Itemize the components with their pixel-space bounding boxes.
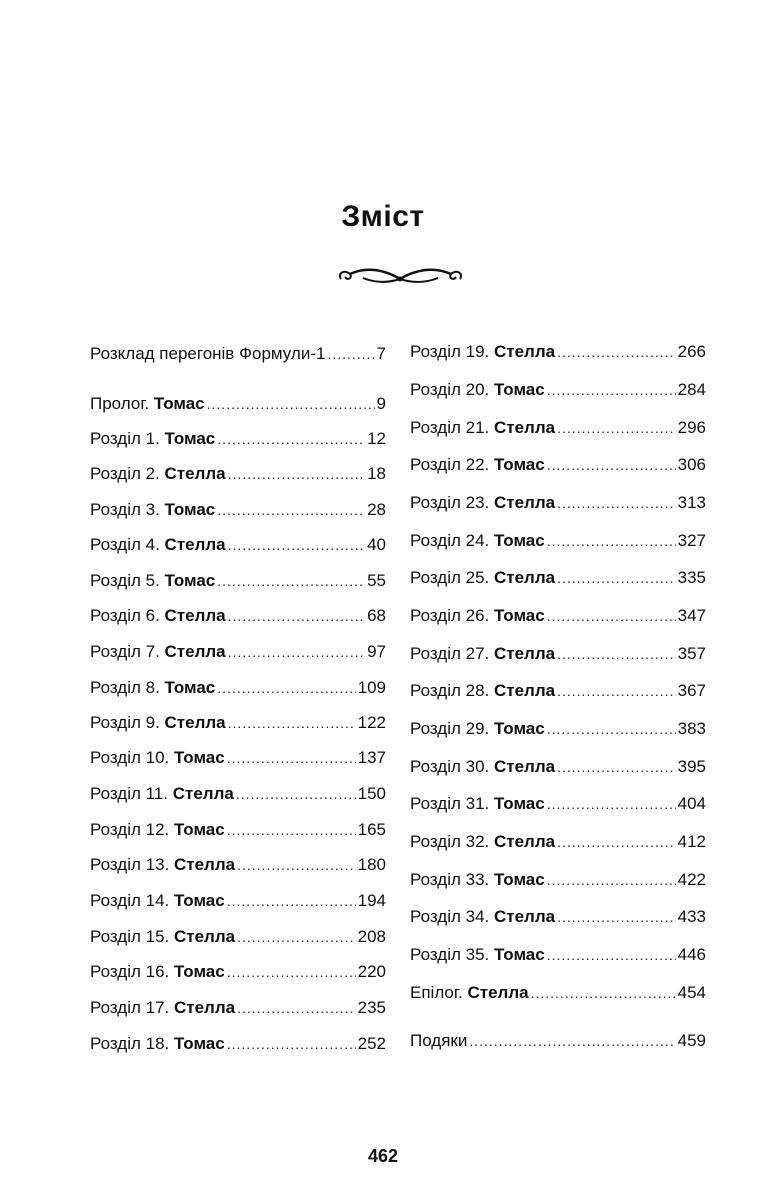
toc-entry-prefix: Розділ 5. xyxy=(90,571,165,590)
toc-entry-prefix: Епілог. xyxy=(410,983,468,1002)
toc-entry-label xyxy=(90,642,226,662)
toc-entry-page: 150 xyxy=(357,784,386,803)
toc-entry xyxy=(410,342,706,362)
toc-leader-dots xyxy=(207,394,375,414)
toc-leader-dots xyxy=(227,1034,356,1054)
toc-entry-name: Томас xyxy=(493,380,545,399)
toc-leader-dots xyxy=(547,870,676,890)
toc-entry-page: 383 xyxy=(677,719,706,738)
toc-entry-prefix: Розділ 21. xyxy=(410,418,494,437)
toc-entry-page: 122 xyxy=(357,713,386,732)
toc-entry xyxy=(410,757,706,777)
toc-entry xyxy=(90,642,386,662)
toc-entry-name: Томас xyxy=(493,945,545,964)
toc-entry-label xyxy=(90,962,225,982)
toc-entry-label xyxy=(90,855,235,875)
toc-entry-page: 459 xyxy=(677,1031,706,1050)
toc-entry-page: 395 xyxy=(677,757,706,776)
toc-entry-name: Стелла xyxy=(493,681,556,700)
toc-entry-prefix: Пролог. xyxy=(90,394,154,413)
toc-entry-name: Томас xyxy=(153,394,205,413)
toc-entry-name: Стелла xyxy=(493,418,556,437)
toc-leader-dots xyxy=(557,568,676,588)
toc-entry-page: 446 xyxy=(677,945,706,964)
toc-entry-page: 208 xyxy=(357,927,386,946)
toc-entry-prefix: Розділ 2. xyxy=(90,464,165,483)
toc-entry-prefix: Розділ 11. xyxy=(90,784,173,803)
toc-entry-label xyxy=(410,380,545,400)
toc-entry-page: 235 xyxy=(357,998,386,1017)
toc-leader-dots xyxy=(557,342,676,362)
toc-leader-dots xyxy=(557,757,676,777)
toc-leader-dots xyxy=(531,983,676,1003)
toc-entry xyxy=(410,983,706,1003)
toc-entry-prefix: Розділ 19. xyxy=(410,342,494,361)
toc-entry-prefix: Розділ 29. xyxy=(410,719,494,738)
toc-leader-dots xyxy=(547,794,676,814)
toc-entry-prefix: Розділ 30. xyxy=(410,757,494,776)
toc-entry-prefix: Розділ 34. xyxy=(410,907,494,926)
toc-entry-prefix: Розділ 4. xyxy=(90,535,165,554)
toc-entry-prefix: Розділ 18. xyxy=(90,1034,174,1053)
toc-entry-name: Стелла xyxy=(172,784,234,803)
page-number: 462 xyxy=(367,1146,399,1166)
toc-entry-page: 404 xyxy=(677,794,706,813)
toc-entry-name: Томас xyxy=(493,455,545,474)
toc-entry-page: 313 xyxy=(677,493,706,512)
toc-entry-label xyxy=(90,1034,225,1054)
toc-entry-prefix: Розділ 32. xyxy=(410,832,494,851)
toc-entry xyxy=(90,571,386,591)
toc-entry-page: 18 xyxy=(367,464,386,483)
toc-entry xyxy=(90,344,386,364)
toc-entry-name: Стелла xyxy=(493,493,556,512)
toc-entry xyxy=(90,927,386,947)
toc-leader-dots xyxy=(228,464,365,484)
toc-entry-prefix: Розділ 14. xyxy=(90,891,174,910)
toc-entry xyxy=(90,820,386,840)
toc-entry-name: Томас xyxy=(164,429,216,448)
toc-entry-page: 28 xyxy=(367,500,386,519)
toc-entry xyxy=(90,394,386,414)
toc-entry-label xyxy=(90,394,205,414)
toc-entry xyxy=(410,832,706,852)
toc-entry xyxy=(90,891,386,911)
toc-entry-page: 194 xyxy=(357,891,386,910)
toc-entry-name: Томас xyxy=(173,962,225,981)
toc-entry-page: 220 xyxy=(357,962,386,981)
toc-entry-label xyxy=(410,1031,467,1051)
toc-entry-label xyxy=(410,794,545,814)
toc-entry-label xyxy=(90,998,235,1018)
toc-entry xyxy=(90,678,386,698)
toc-entry-label xyxy=(410,606,545,626)
toc-entry-page: 97 xyxy=(367,642,386,661)
toc-entry-page: 68 xyxy=(367,606,386,625)
toc-entry xyxy=(410,380,706,400)
toc-entry xyxy=(410,1031,706,1051)
toc-entry-page: 335 xyxy=(677,568,706,587)
toc-entry-prefix: Розділ 8. xyxy=(90,678,165,697)
toc-entry-prefix: Розклад перегонів Формули-1 xyxy=(90,344,326,363)
toc-leader-dots xyxy=(547,719,676,739)
toc-leader-dots xyxy=(547,380,676,400)
toc-entry-label xyxy=(410,907,555,927)
toc-entry-label xyxy=(90,606,226,626)
toc-entry-prefix: Розділ 31. xyxy=(410,794,494,813)
toc-entry-label xyxy=(90,748,225,768)
toc-entry-page: 412 xyxy=(677,832,706,851)
toc-entry-label xyxy=(90,784,234,804)
toc-entry-page: 165 xyxy=(357,820,386,839)
toc-entry-label xyxy=(410,342,555,362)
toc-entry xyxy=(410,455,706,475)
toc-entry-page: 40 xyxy=(367,535,386,554)
toc-entry-name: Стелла xyxy=(164,535,226,554)
toc-entry-label xyxy=(410,455,545,475)
toc-leader-dots xyxy=(327,344,374,364)
toc-entry-name: Стелла xyxy=(173,855,236,874)
toc-entry-label xyxy=(90,500,215,520)
toc-entry xyxy=(90,464,386,484)
toc-entry xyxy=(90,500,386,520)
toc-entry-name: Томас xyxy=(493,870,545,889)
toc-entry-page: 109 xyxy=(357,678,386,697)
toc-entry xyxy=(90,998,386,1018)
toc-entry-prefix: Розділ 35. xyxy=(410,945,494,964)
toc-entry-name: Стелла xyxy=(164,606,226,625)
toc-entry-prefix: Розділ 15. xyxy=(90,927,174,946)
toc-entry-label xyxy=(410,832,555,852)
toc-entry-name: Стелла xyxy=(493,832,556,851)
toc-entry-name: Стелла xyxy=(467,983,529,1002)
toc-entry-label xyxy=(90,678,215,698)
toc-leader-dots xyxy=(227,891,356,911)
toc-leader-dots xyxy=(557,493,676,513)
toc-entry-label xyxy=(410,568,555,588)
toc-entry-name: Томас xyxy=(173,820,225,839)
toc-entry xyxy=(410,606,706,626)
toc-entry-name: Стелла xyxy=(493,568,556,587)
toc-entry-page: 284 xyxy=(677,380,706,399)
toc-entry-prefix: Розділ 26. xyxy=(410,606,494,625)
toc-entry-name: Томас xyxy=(164,500,216,519)
toc-entry-label xyxy=(90,464,226,484)
toc-entry-name: Томас xyxy=(493,531,545,550)
toc-entry-name: Стелла xyxy=(164,464,226,483)
toc-entry-prefix: Розділ 27. xyxy=(410,644,494,663)
toc-entry-prefix: Розділ 25. xyxy=(410,568,494,587)
toc-leader-dots xyxy=(557,832,676,852)
toc-entry-prefix: Розділ 9. xyxy=(90,713,165,732)
toc-entry-prefix: Розділ 20. xyxy=(410,380,494,399)
toc-entry-label xyxy=(410,493,555,513)
toc-leader-dots xyxy=(557,418,676,438)
toc-entry-label xyxy=(410,757,555,777)
toc-entry-label xyxy=(410,644,555,664)
toc-entry-label xyxy=(90,927,235,947)
ornament-divider-icon xyxy=(333,262,468,288)
toc-leader-dots xyxy=(228,606,365,626)
toc-entry-page: 7 xyxy=(376,344,386,363)
toc-entry-prefix: Розділ 17. xyxy=(90,998,174,1017)
page-title: Зміст xyxy=(341,200,425,233)
toc-entry xyxy=(410,907,706,927)
toc-entry xyxy=(410,644,706,664)
toc-leader-dots xyxy=(237,927,356,947)
toc-entry-name: Стелла xyxy=(173,927,236,946)
toc-entry-label xyxy=(410,418,555,438)
toc-entry-label xyxy=(90,429,215,449)
toc-entry-page: 266 xyxy=(677,342,706,361)
toc-leader-dots xyxy=(217,678,355,698)
toc-entry-name: Томас xyxy=(173,1034,225,1053)
toc-entry xyxy=(90,962,386,982)
toc-entry xyxy=(410,681,706,701)
toc-entry-prefix: Розділ 10. xyxy=(90,748,174,767)
toc-entry-label xyxy=(410,945,545,965)
toc-entry-name: Стелла xyxy=(164,713,226,732)
toc-leader-dots xyxy=(228,642,365,662)
toc-leader-dots xyxy=(557,681,676,701)
toc-entry xyxy=(410,719,706,739)
toc-entry-page: 137 xyxy=(357,748,386,767)
toc-entry-label xyxy=(90,713,226,733)
toc-leader-dots xyxy=(217,500,365,520)
toc-entry-prefix: Розділ 22. xyxy=(410,455,494,474)
toc-entry-label xyxy=(90,820,225,840)
toc-entry-name: Томас xyxy=(493,794,545,813)
toc-entry-name: Томас xyxy=(173,748,225,767)
toc-entry-label xyxy=(410,719,545,739)
toc-leader-dots xyxy=(228,713,356,733)
toc-entry-prefix: Розділ 1. xyxy=(90,429,165,448)
toc-entry-prefix: Розділ 7. xyxy=(90,642,165,661)
toc-entry-name: Стелла xyxy=(493,342,556,361)
toc-entry-label xyxy=(410,983,529,1003)
toc-entry-page: 347 xyxy=(677,606,706,625)
toc-entry-label xyxy=(410,531,545,551)
toc-leader-dots xyxy=(237,998,356,1018)
toc-entry xyxy=(410,870,706,890)
toc-leader-dots xyxy=(547,606,676,626)
toc-entry xyxy=(410,794,706,814)
toc-entry-label xyxy=(410,870,545,890)
toc-entry xyxy=(90,855,386,875)
toc-entry-name: Стелла xyxy=(493,644,556,663)
toc-entry xyxy=(90,429,386,449)
toc-leader-dots xyxy=(228,535,365,555)
toc-entry-name: Томас xyxy=(173,891,225,910)
toc-entry-label xyxy=(90,571,215,591)
toc-leader-dots xyxy=(217,429,365,449)
toc-entry xyxy=(90,535,386,555)
toc-entry-page: 12 xyxy=(367,429,386,448)
toc-entry-name: Томас xyxy=(164,571,216,590)
toc-entry-prefix: Розділ 6. xyxy=(90,606,165,625)
toc-entry xyxy=(90,606,386,626)
toc-entry-prefix: Розділ 16. xyxy=(90,962,174,981)
toc-entry xyxy=(90,748,386,768)
toc-leader-dots xyxy=(217,571,365,591)
toc-entry-name: Стелла xyxy=(164,642,226,661)
toc-entry-name: Томас xyxy=(164,678,216,697)
toc-leader-dots xyxy=(547,531,676,551)
toc-entry-label xyxy=(90,535,226,555)
toc-entry-name: Стелла xyxy=(173,998,236,1017)
toc-entry-name: Стелла xyxy=(493,907,556,926)
toc-leader-dots xyxy=(547,945,676,965)
toc-entry-prefix: Розділ 23. xyxy=(410,493,494,512)
toc-entry-page: 9 xyxy=(376,394,386,413)
toc-entry-prefix: Розділ 13. xyxy=(90,855,174,874)
toc-leader-dots xyxy=(236,784,356,804)
toc-entry-page: 433 xyxy=(677,907,706,926)
toc-entry-prefix: Подяки xyxy=(410,1031,468,1050)
toc-entry-prefix: Розділ 24. xyxy=(410,531,494,550)
toc-leader-dots xyxy=(227,962,356,982)
toc-leader-dots xyxy=(227,748,356,768)
toc-leader-dots xyxy=(469,1031,675,1051)
toc-entry-label xyxy=(410,681,555,701)
toc-entry-page: 422 xyxy=(677,870,706,889)
toc-entry-name: Стелла xyxy=(493,757,556,776)
toc-leader-dots xyxy=(227,820,356,840)
toc-leader-dots xyxy=(557,907,676,927)
toc-leader-dots xyxy=(237,855,356,875)
toc-entry-label xyxy=(90,891,225,911)
toc-entry-page: 327 xyxy=(677,531,706,550)
toc-entry-page: 306 xyxy=(677,455,706,474)
toc-entry-prefix: Розділ 3. xyxy=(90,500,165,519)
toc-entry-page: 367 xyxy=(677,681,706,700)
toc-leader-dots xyxy=(547,455,676,475)
toc-entry-page: 180 xyxy=(357,855,386,874)
toc-entry-page: 454 xyxy=(677,983,706,1002)
toc-entry-prefix: Розділ 28. xyxy=(410,681,494,700)
toc-entry-page: 296 xyxy=(677,418,706,437)
toc-entry xyxy=(90,784,386,804)
toc-entry xyxy=(90,1034,386,1054)
toc-entry-prefix: Розділ 12. xyxy=(90,820,174,839)
toc-entry xyxy=(410,418,706,438)
toc-entry-prefix: Розділ 33. xyxy=(410,870,494,889)
toc-entry-label xyxy=(90,344,325,364)
toc-entry-page: 55 xyxy=(367,571,386,590)
toc-entry-page: 252 xyxy=(357,1034,386,1053)
toc-entry xyxy=(410,531,706,551)
toc-entry xyxy=(410,493,706,513)
toc-entry xyxy=(410,945,706,965)
toc-entry xyxy=(90,713,386,733)
toc-entry-name: Томас xyxy=(493,606,545,625)
toc-leader-dots xyxy=(557,644,676,664)
toc-entry-page: 357 xyxy=(677,644,706,663)
toc-entry xyxy=(410,568,706,588)
toc-entry-name: Томас xyxy=(493,719,545,738)
